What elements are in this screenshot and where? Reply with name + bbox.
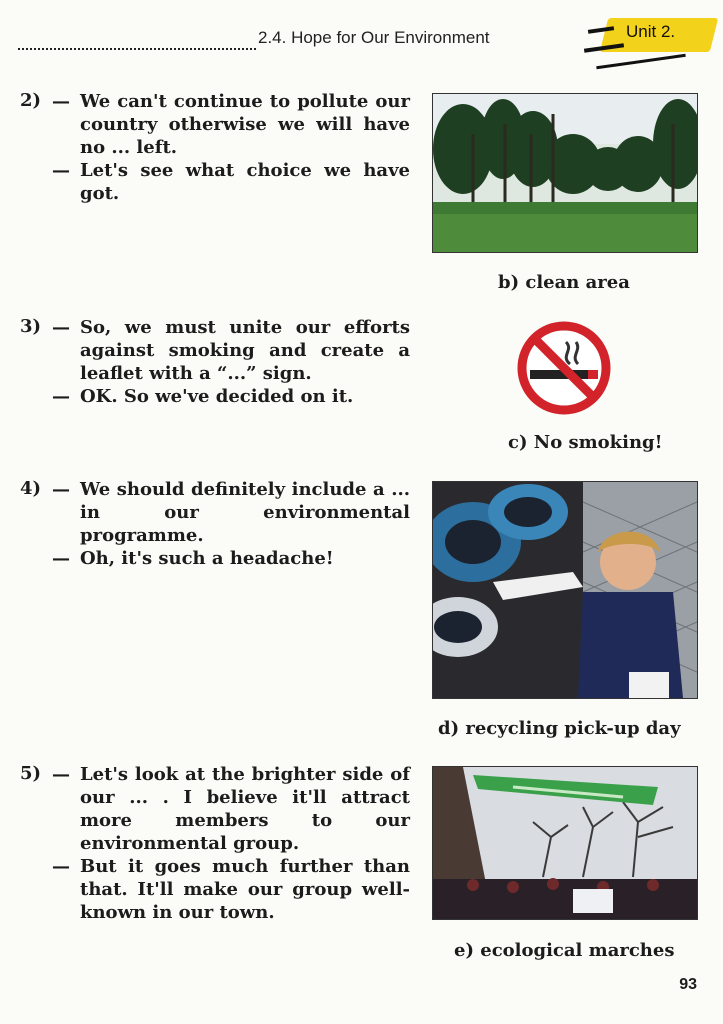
boy-with-recycling-bins-photo — [432, 481, 698, 699]
dialogue-line: — We can't continue to pollute our country otherwise we will have no ... left. — [52, 91, 410, 158]
section-title: 2.4. Hope for Our Environment — [258, 28, 490, 47]
forest-clearing-photo — [432, 93, 698, 253]
dialogue-item-5 — [20, 763, 410, 924]
dialogue-line: — But it goes much further than that. It'll make our group well-known in our town. — [52, 856, 410, 923]
item-number: 5) — [20, 763, 42, 784]
item-number: 2) — [20, 90, 42, 111]
caption-clean-area: b) clean area — [498, 272, 630, 293]
dialogue-line: — Let's see what choice we have got. — [52, 160, 410, 204]
dialogue-line: — So, we must unite our efforts against smoking and create a leaflet with a “...” sign. — [52, 317, 410, 384]
street-march-photo — [432, 766, 698, 920]
dialogue-item-3 — [20, 316, 410, 408]
dialogue-line: — We should definitely include a ... in our environmental programme. — [52, 479, 410, 546]
dialogue-item-4 — [20, 478, 410, 570]
dialogue-line: — Oh, it's such a headache! — [52, 548, 334, 569]
dotted-leader — [18, 48, 256, 50]
caption-ecological-marches: e) ecological marches — [454, 940, 675, 961]
dialogue-line: — Let's look at the brighter side of our ... . I believe it'll attract more members to our environmental group. — [52, 764, 410, 854]
unit-badge — [566, 16, 716, 68]
unit-label: Unit 2. — [626, 22, 676, 41]
dialogue-item-2 — [20, 90, 410, 205]
page-header — [18, 24, 708, 64]
page-number: 93 — [679, 976, 697, 993]
caption-no-smoking: c) No smoking! — [508, 432, 663, 453]
caption-recycling: d) recycling pick-up day — [438, 718, 681, 739]
item-number: 3) — [20, 316, 42, 337]
no-smoking-sign — [508, 320, 620, 416]
item-number: 4) — [20, 478, 42, 499]
dialogue-line: — OK. So we've decided on it. — [52, 386, 354, 407]
